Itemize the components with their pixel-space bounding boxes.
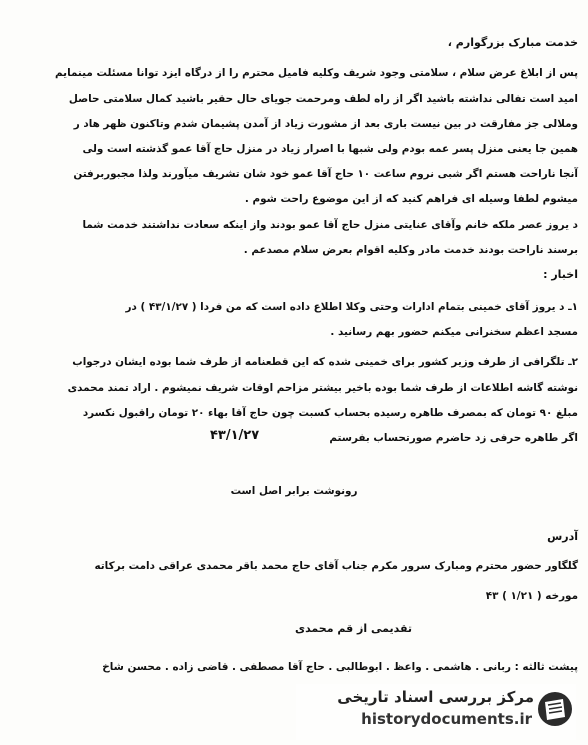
paragraph-line: امید است تفالی نداشته باشید اگر از راه لطف ومرحمت جویای حال حقیر باشید کمال سلامتی حاصل [68,93,578,105]
copy-note: رونوشت برابر اصل است [230,485,358,497]
paragraph-line: آنجا ناراحت هستم اگر شبی نروم ساعت ۱۰ حاج آقا عمو خود شان تشریف میآورند ولذا مجبوربرفتن [73,168,578,180]
paragraph-line: همین جا یعنی منزل پسر عمه بودم ولی شبها با اصرار زیاد در منزل حاج آقا عمو گذشته است ولی [82,143,578,155]
paragraph-line: برسند ناراحت بودند خدمت مادر وکلیه اقوام بعرض سلام مصدعم . [243,244,578,256]
address-date: مورخه ( ۱/۲۱ ) ۴۳ [485,590,578,602]
paragraph-line: د یروز عصر ملکه خانم وآقای عنایتی منزل حاج آقا عمو بودند واز اینکه سعادت نداشتند خدمت شما [82,219,578,231]
paragraph-line: وملالی جز مفارقت در بین نیست باری بعد از مشورت زیاد از آمدن پشیمان شدم وتاکنون ظهر هاد ر [73,118,578,130]
paragraph-line: ۲ـ تلگرافی از طرف وزیر کشور برای خمینی شده که این قطعنامه از طرف شما بوده ایشان درجواب [72,356,578,368]
salutation: خدمت مبارک بزرگوارم ، [447,36,578,49]
archive-logo-icon [536,690,574,728]
address-line: گلگاور حضور محترم ومبارک سرور مکرم جناب آقای حاج محمد باقر محمدی عراقی دامت برکاته [94,560,578,572]
paragraph-line: مبلغ ۹۰ تومان که بمصرف طاهره رسیده بحساب کسبت چون حاج آقا بهاء ۲۰ تومان راقبول نکسرد [82,407,578,419]
signature: تقدیمی از قم محمدی [294,622,412,635]
paragraph-line: ۱ـ د یروز آقای خمینی بتمام ادارات وحتی وکلا اطلاع داده است که من فردا ( ۴۳/۱/۲۷ ) در [125,301,578,313]
watermark-title: مرکز بررسی اسناد تاریخی [337,688,534,706]
watermark [296,684,576,740]
paragraph-line: پس از ابلاغ عرض سلام ، سلامتی وجود شریف وکلیه فامیل محترم را از درگاه ایزد توانا مسئلت مینمایم [55,67,578,79]
watermark-url: historydocuments.ir [361,710,532,728]
cc-line: پیشت ثالثه : ربانی . هاشمی . واعظ . ابوطالبی . حاج آقا مصطفی . قاضی زاده . محسن شاخ [102,661,578,673]
news-heading: اخبار : [543,268,578,281]
letter-date: ۴۳/۱/۲۷ [210,428,260,443]
paragraph-line: میشوم لطفا وسیله ای فراهم کنید که از این موضوع راحت شوم . [244,193,578,205]
paragraph-line: اگر طاهره حرفی زد حاضرم صورتحساب بفرستم [329,432,578,444]
paragraph-line: نوشته گاشه اطلاعات از طرف شما بوده باخیر بیشتر مزاحم اوقات شریف نمیشوم . اراد تمند محمدی [67,382,578,394]
paragraph-line: مسجد اعظم سخنرانی میکنم حضور بهم رسانید . [330,326,578,338]
address-label: آدرس [547,530,578,543]
